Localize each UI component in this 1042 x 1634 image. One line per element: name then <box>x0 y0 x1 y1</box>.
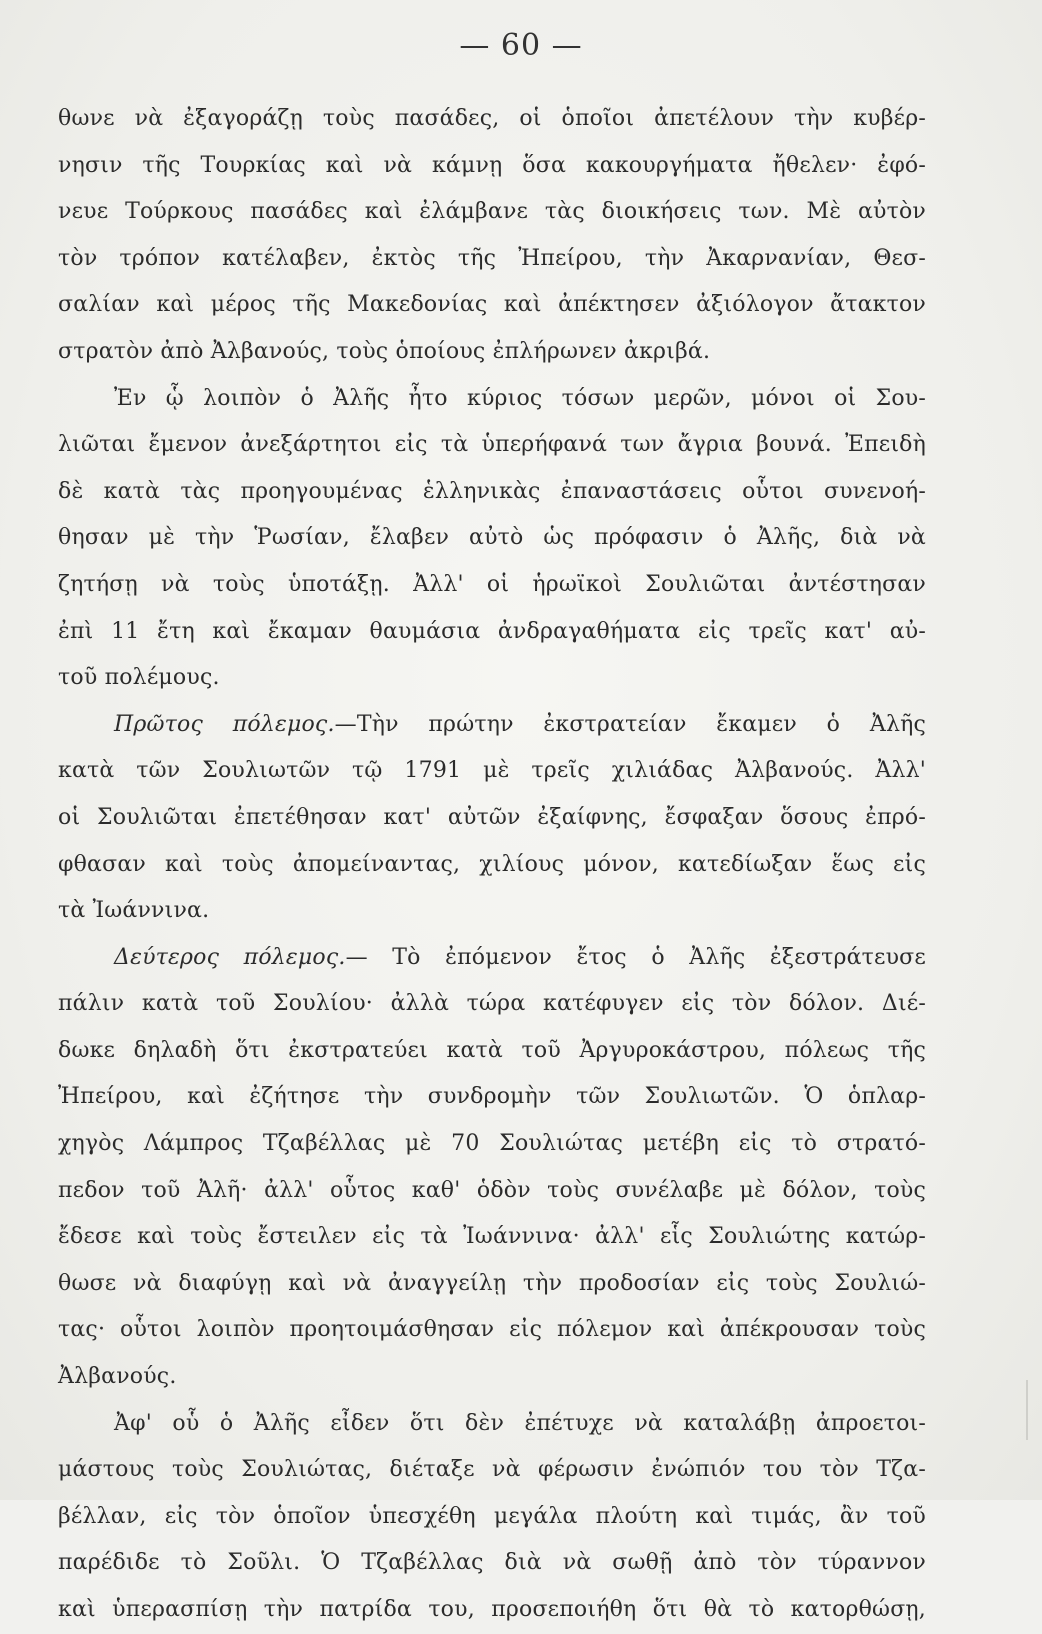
line-text: σαλίαν καὶ μέρος τῆς Μακεδονίας καὶ ἀπέκτησεν ἀξιόλογον ἄτακτον <box>58 292 926 318</box>
line-text: οἱ Σουλιῶται ἐπετέθησαν κατ' αὐτῶν ἐξαίφνης, ἔσφαξαν ὅσους ἐπρό- <box>58 804 926 830</box>
text-line <box>58 655 926 702</box>
text-line <box>58 1261 926 1308</box>
text-line <box>58 189 926 236</box>
line-text: παρέδιδε τὸ Σοῦλι. Ὁ Τζαβέλλας διὰ νὰ σωθῇ ἀπὸ τὸν τύραννον <box>58 1550 926 1576</box>
text-line <box>58 282 926 329</box>
text-line <box>58 329 926 376</box>
line-text: πάλιν κατὰ τοῦ Σουλίου· ἀλλὰ τώρα κατέφυγεν εἰς τὸν δόλον. Διέ- <box>58 991 926 1017</box>
line-text: ἐπὶ 11 ἔτη καὶ ἔκαμαν θαυμάσια ἀνδραγαθήματα εἰς τρεῖς κατ' αὐ- <box>58 618 926 644</box>
text-line <box>58 515 926 562</box>
line-text: θησαν μὲ τὴν Ῥωσίαν, ἔλαβεν αὐτὸ ὡς πρόφασιν ὁ Ἀλῆς, διὰ νὰ <box>58 525 926 551</box>
page-number: — 60 — <box>459 28 583 63</box>
text-line <box>58 1447 926 1494</box>
page-edge-mark <box>1026 1380 1028 1440</box>
line-text: βέλλαν, εἰς τὸν ὁποῖον ὑπεσχέθη μεγάλα πλούτη καὶ τιμάς, ἂν τοῦ <box>58 1503 926 1529</box>
line-text: στρατὸν ἀπὸ Ἀλβανούς, τοὺς ὁποίους ἐπλήρωνεν ἀκριβά. <box>58 338 711 364</box>
line-text: θωνε νὰ ἐξαγοράζῃ τοὺς πασάδες, οἱ ὁποῖοι ἀπετέλουν τὴν κυβέρ- <box>58 106 926 131</box>
line-text: τοῦ πολέμους. <box>58 665 220 691</box>
text-line <box>58 748 926 795</box>
section-heading: Πρῶτος πόλεμος. <box>114 711 335 737</box>
text-line <box>58 469 926 516</box>
text-line <box>58 376 926 423</box>
line-text: Ἀλβανούς. <box>58 1364 177 1390</box>
text-line <box>58 888 926 935</box>
text-line <box>58 562 926 609</box>
text-line <box>58 702 926 749</box>
section-heading: Δεύτερος πόλεμος. <box>114 944 346 970</box>
line-text: νησιν τῆς Τουρκίας καὶ νὰ κάμνῃ ὅσα κακουργήματα ἤθελεν· ἐφό- <box>58 152 926 178</box>
text-line <box>58 935 926 982</box>
text-line <box>58 96 926 143</box>
line-text: λιῶται ἔμενον ἀνεξάρτητοι εἰς τὰ ὑπερήφανά των ἄγρια βουνά. Ἐπειδὴ <box>58 432 926 458</box>
text-line <box>58 1168 926 1215</box>
line-text: δὲ κατὰ τὰς προηγουμένας ἑλληνικὰς ἐπαναστάσεις οὗτοι συνενοή- <box>58 478 926 504</box>
line-text: τας· οὗτοι λοιπὸν προητοιμάσθησαν εἰς πόλεμον καὶ ἀπέκρουσαν τοὺς <box>58 1317 926 1343</box>
text-line <box>58 981 926 1028</box>
text-line <box>58 842 926 889</box>
line-text: νευε Τούρκους πασάδες καὶ ἐλάμβανε τὰς διοικήσεις των. Μὲ αὐτὸν <box>58 199 926 225</box>
text-line <box>58 236 926 283</box>
text-line <box>58 422 926 469</box>
text-line <box>58 1354 926 1401</box>
line-text: κατὰ τῶν Σουλιωτῶν τῷ 1791 μὲ τρεῖς χιλιάδας Ἀλβανούς. Ἀλλ' <box>58 758 926 784</box>
line-text: καὶ ὑπερασπίσῃ τὴν πατρίδα του, προσεποιήθη ὅτι θὰ τὸ κατορθώσῃ, <box>58 1597 926 1622</box>
line-text: ζητήσῃ νὰ τοὺς ὑποτάξῃ. Ἀλλ' οἱ ἡρωϊκοὶ Σουλιῶται ἀντέστησαν <box>58 571 926 597</box>
text-line <box>58 1121 926 1168</box>
line-text: τὸν τρόπον κατέλαβεν, ἐκτὸς τῆς Ἠπείρου, τὴν Ἀκαρνανίαν, Θεσ- <box>58 245 926 271</box>
line-text: τὰ Ἰωάννινα. <box>58 898 210 924</box>
line-text: δωκε δηλαδὴ ὅτι ἐκστρατεύει κατὰ τοῦ Ἀργυροκάστρου, πόλεως τῆς <box>58 1037 926 1063</box>
text-line <box>58 1307 926 1354</box>
line-text: φθασαν καὶ τοὺς ἀπομείναντας, χιλίους μόνον, κατεδίωξαν ἕως εἰς <box>58 851 926 877</box>
text-line <box>58 1494 926 1541</box>
line-text: χηγὸς Λάμπρος Τζαβέλλας μὲ 70 Σουλιώτας μετέβη εἰς τὸ στρατό- <box>58 1131 926 1157</box>
line-text: —Τὴν πρώτην ἐκστρατείαν ἔκαμεν ὁ Ἀλῆς <box>334 711 926 737</box>
text-line <box>58 1028 926 1075</box>
line-text: Ἐν ᾧ λοιπὸν ὁ Ἀλῆς ἦτο κύριος τόσων μερῶν, μόνοι οἱ Σου- <box>114 385 926 411</box>
text-line <box>58 1214 926 1261</box>
body-text <box>58 96 926 1634</box>
text-line <box>58 1074 926 1121</box>
line-text: μάστους τοὺς Σουλιώτας, διέταξε νὰ φέρωσιν ἐνώπιόν του τὸν Τζα- <box>58 1457 926 1483</box>
text-line <box>58 1540 926 1587</box>
line-text: ἔδεσε καὶ τοὺς ἔστειλεν εἰς τὰ Ἰωάννινα· ἀλλ' εἷς Σουλιώτης κατώρ- <box>58 1224 926 1250</box>
text-line <box>58 795 926 842</box>
text-line <box>58 1401 926 1448</box>
line-text: Ἠπείρου, καὶ ἐζήτησε τὴν συνδρομὴν τῶν Σουλιωτῶν. Ὁ ὁπλαρ- <box>58 1084 926 1110</box>
text-line <box>58 609 926 656</box>
line-text: Ἀφ' οὗ ὁ Ἀλῆς εἶδεν ὅτι δὲν ἐπέτυχε νὰ καταλάβῃ ἀπροετοι- <box>114 1410 926 1436</box>
line-text: πεδον τοῦ Ἀλῆ· ἀλλ' οὗτος καθ' ὁδὸν τοὺς συνέλαβε μὲ δόλον, τοὺς <box>58 1177 926 1203</box>
line-text: θωσε νὰ διαφύγῃ καὶ νὰ ἀναγγείλῃ τὴν προδοσίαν εἰς τοὺς Σουλιώ- <box>58 1270 926 1296</box>
text-line <box>58 143 926 190</box>
line-text: — Τὸ ἐπόμενον ἔτος ὁ Ἀλῆς ἐξεστράτευσε <box>345 944 926 970</box>
text-line <box>58 1587 926 1634</box>
